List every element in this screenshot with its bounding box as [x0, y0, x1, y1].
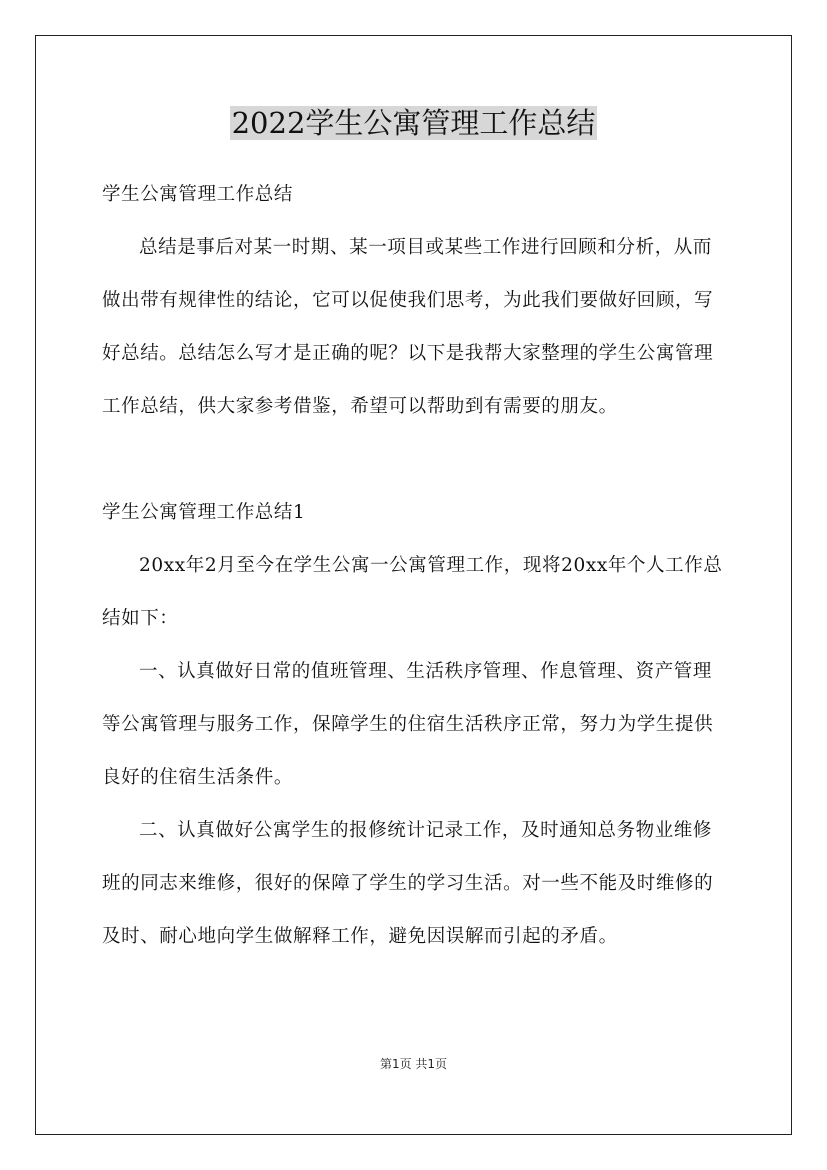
document-subtitle: 学生公寓管理工作总结 [102, 184, 294, 205]
body-paragraph: 一、认真做好日常的值班管理、生活秩序管理、作息管理、资产管理等公寓管理与服务工作，保障学生的住宿生活秩序正常，努力为学生提供良好的住宿生活条件。 [102, 661, 714, 788]
document-body [102, 168, 730, 963]
paragraph-gap [102, 433, 730, 486]
body-paragraph: 20xx年2月至今在学生公寓一公寓管理工作，现将20xx年个人工作总结如下： [102, 555, 723, 629]
body-paragraph: 二、认真做好公寓学生的报修统计记录工作，及时通知总务物业维修班的同志来维修，很好的保障了学生的学习生活。对一些不能及时维修的及时、耐心地向学生做解释工作，避免因误解而引起的矛盾。 [102, 820, 714, 947]
intro-paragraph: 总结是事后对某一时期、某一项目或某些工作进行回顾和分析，从而做出带有规律性的结论，它可以促使我们思考，为此我们要做好回顾，写好总结。总结怎么写才是正确的呢？以下是我帮大家整理的学生公寓管理工作总结，供大家参考借鉴，希望可以帮助到有需要的朋友。 [102, 237, 714, 417]
page-footer: 第1页 共1页 [379, 1057, 448, 1071]
section-heading: 学生公寓管理工作总结1 [102, 502, 306, 523]
document-title-text: 2022学生公寓管理工作总结 [231, 106, 596, 140]
document-title [0, 103, 827, 143]
